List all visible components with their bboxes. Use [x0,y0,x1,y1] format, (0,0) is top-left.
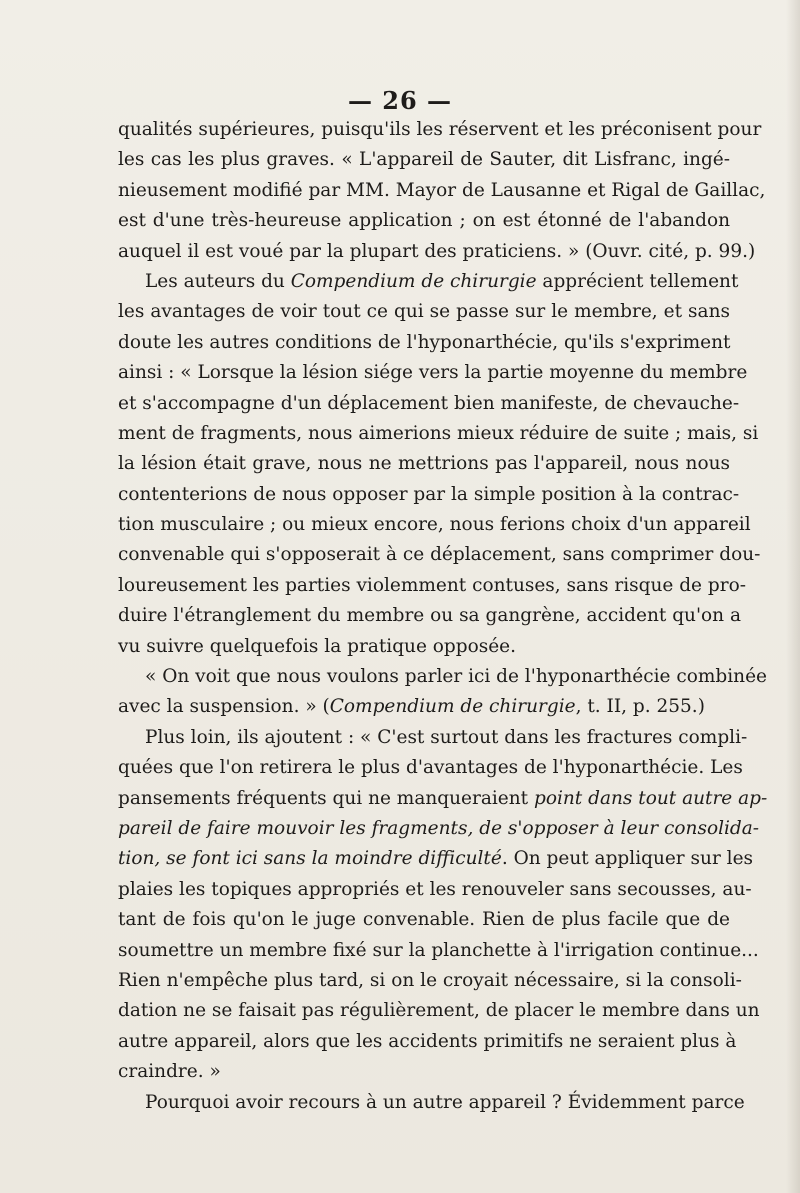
text-line: la lésion était grave, nous ne mettrions pas l'appareil, nous nous [118,453,730,475]
text-line: doute les autres conditions de l'hyponarthécie, qu'ils s'expriment [118,331,731,353]
text-line [118,692,730,722]
text-line: les avantages de voir tout ce qui se passe sur le membre, et sans [118,301,730,323]
text-line: craindre. » [118,1061,221,1083]
text-line: auquel il est voué par la plupart des praticiens. » (Ouvr. cité, p. 99.) [118,240,756,262]
italic-text: point dans tout autre ap- [533,787,768,809]
text-line: Plus loin, ils ajoutent : « C'est surtout dans les fractures compli- [145,726,748,748]
italic-text: pareil de faire mouvoir les fragments, de s'opposer à leur consolida- [118,817,760,839]
page-number: — 26 — [347,86,453,115]
text-line: nieusement modifié par MM. Mayor de Lausanne et Rigal de Gaillac, [118,179,766,201]
text-line: dation ne se faisait pas régulièrement, de placer le membre dans un [118,1000,760,1022]
text-segment: avec la suspension. » ( [118,696,330,718]
text-line: Pourquoi avoir recours à un autre appareil ? Évidemment parce [145,1091,745,1113]
text-segment: apprécient tellement [536,270,739,292]
text-line [118,814,760,844]
text-line: tion musculaire ; ou mieux encore, nous ferions choix d'un appareil [118,514,751,536]
italic-text: Compendium de chirurgie [290,270,537,292]
text-line: et s'accompagne d'un déplacement bien manifeste, de chevauche- [118,392,740,414]
text-line: soumettre un membre fixé sur la planchette à l'irrigation continue... [118,939,759,961]
italic-text: tion, se font ici sans la moindre difficulté [118,848,502,870]
text-line: quées que l'on retirera le plus d'avantages de l'hyponarthécie. Les [118,757,743,779]
text-line: convenable qui s'opposerait à ce déplacement, sans comprimer dou- [118,544,761,566]
page-edge-shadow [786,0,800,1193]
text-line: les cas les plus graves. « L'appareil de Sauter, dit Lisfranc, ingé- [118,149,730,171]
text-line: autre appareil, alors que les accidents primitifs ne seraient plus à [118,1030,737,1052]
text-line: ainsi : « Lorsque la lésion siége vers la partie moyenne du membre [118,362,748,384]
body-text [118,115,768,1118]
italic-text: Compendium de chirurgie [329,696,576,718]
text-line: contenterions de nous opposer par la simple position à la contrac- [118,483,740,505]
text-segment: , t. II, p. 255.) [575,696,705,718]
text-segment: Les auteurs du [145,270,291,292]
text-line: duire l'étranglement du membre ou sa gangrène, accident qu'on a [118,605,742,627]
text-line: est d'une très-heureuse application ; on est étonné de l'abandon [118,210,730,232]
text-line: vu suivre quelquefois la pratique opposée. [118,635,517,657]
text-line [118,267,739,297]
text-line: « On voit que nous voulons parler ici de l'hyponarthécie combinée [145,666,767,688]
text-line: ment de fragments, nous aimerions mieux réduire de suite ; mais, si [118,422,759,444]
text-line: plaies les topiques appropriés et les renouveler sans secousses, au- [118,878,752,900]
text-line: loureusement les parties violemment contuses, sans risque de pro- [118,574,746,596]
text-line: tant de fois qu'on le juge convenable. Rien de plus facile que de [118,909,730,931]
text-line [118,844,754,874]
text-line [118,784,768,814]
text-segment: pansements fréquents qui ne manqueraient [118,787,534,809]
text-line: Rien n'empêche plus tard, si on le croyait nécessaire, si la consoli- [118,969,742,991]
text-line: qualités supérieures, puisqu'ils les réservent et les préconisent pour [118,119,762,140]
text-segment: . On peut appliquer sur les [501,848,754,870]
